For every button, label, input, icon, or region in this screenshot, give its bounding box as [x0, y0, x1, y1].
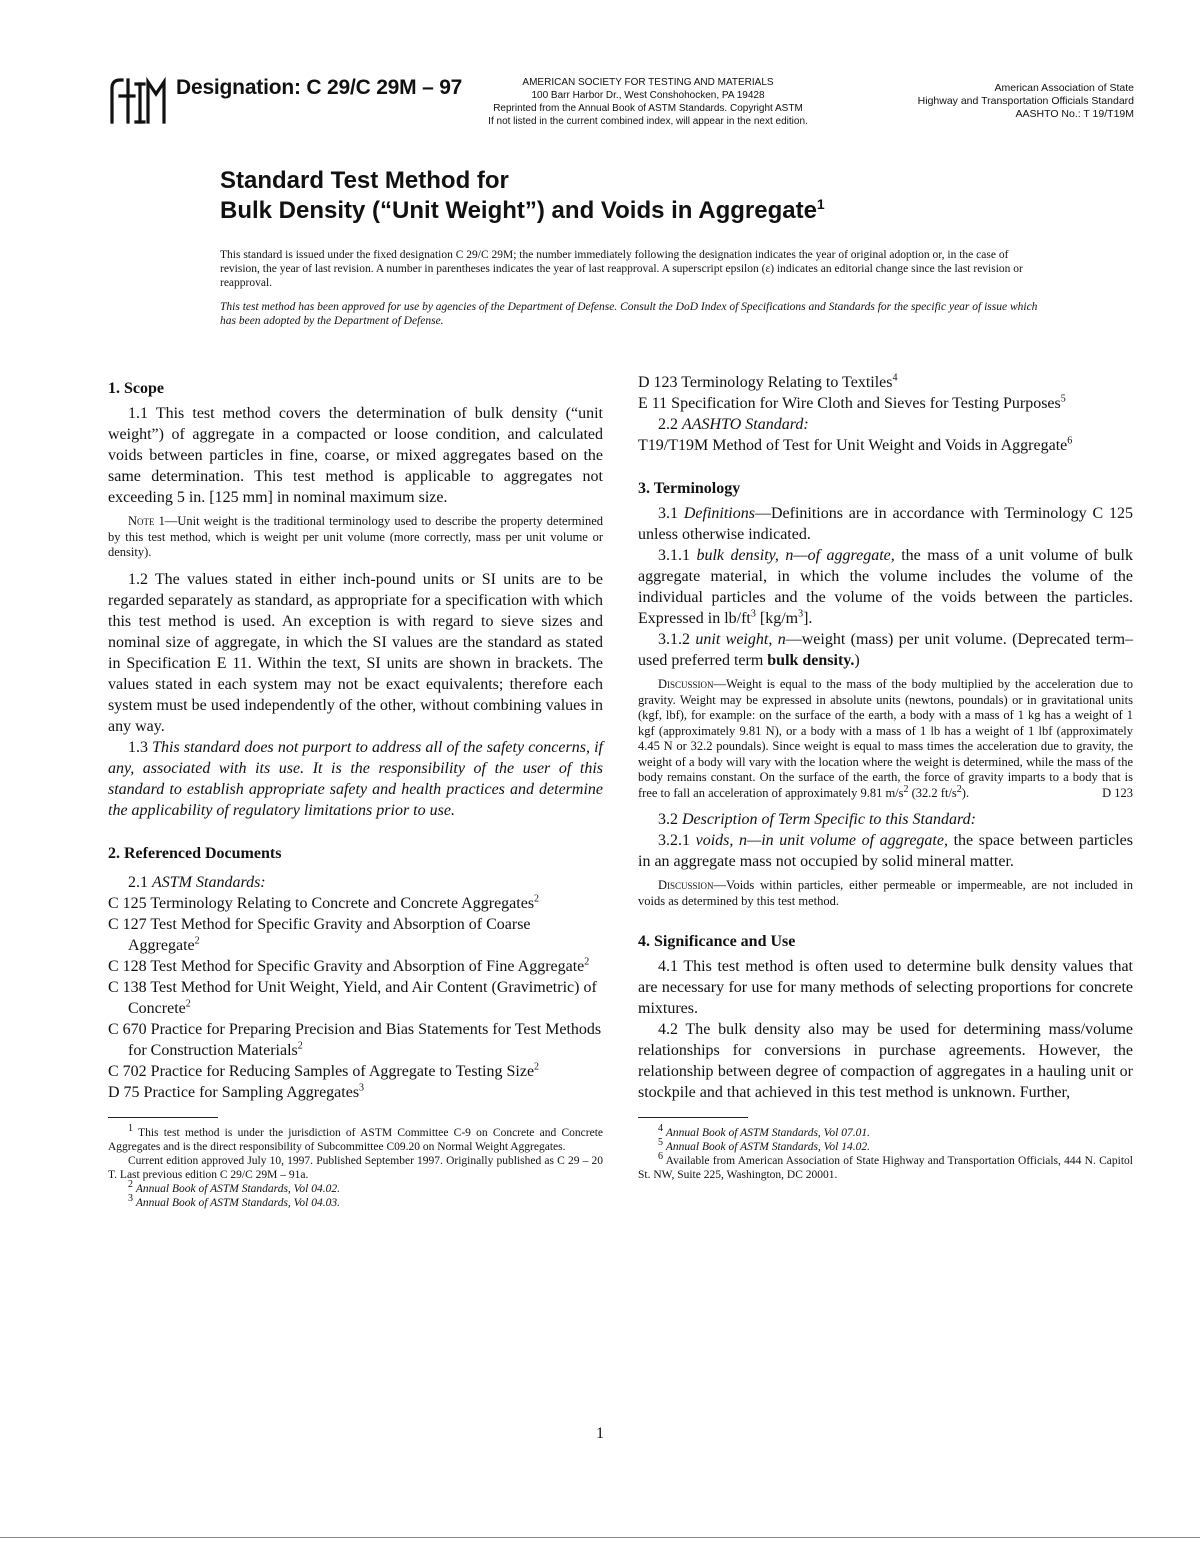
astm-logo-icon: [108, 76, 168, 126]
section-2-heading: 2. Referenced Documents: [108, 844, 282, 862]
section-3-heading: 3. Terminology: [638, 480, 741, 497]
issue-notice: This standard is issued under the fixed designation C 29/C 29M; the number immediately following the designation indicates the year of original adoption or, in the case of revision, the year of last revision. A number in parentheses indicates the year of last reapproval. A superscript epsilon (ε) indicates an editorial change since the last revision or reapproval.: [220, 249, 1023, 289]
para-4-1: 4.1 This test method is often used to determine bulk density values that are necessary for use for many methods of selecting proportions for concrete mixtures.: [638, 958, 1133, 1017]
ref-d123: D 123 Terminology Relating to Textiles$^4$: [638, 372, 898, 391]
ref-c670: C 670 Practice for Preparing Precision and Bias Statements for Test Methods for Construction Materials$^2$: [108, 1020, 602, 1059]
footnote-6: $^6$ Available from American Association of State Highway and Transportation Officials, 444 N. Capitol St. NW, Suite 225, Washington, DC 20001.: [638, 1151, 1133, 1181]
aashto-number: AASHTO No.: T 19/T19M: [1015, 108, 1134, 120]
section-1-heading: 1. Scope: [108, 380, 164, 397]
ref-c127: C 127 Test Method for Specific Gravity and Absorption of Coarse Aggregate$^2$: [108, 915, 531, 954]
title-footnote-mark: 1: [816, 196, 825, 212]
document-title: [220, 166, 1120, 226]
right-column: [638, 372, 1133, 1182]
footnote-3: $^3$ Annual Book of ASTM Standards, Vol 04.03.: [128, 1192, 340, 1209]
para-1-2: 1.2 The values stated in either inch-pound units or SI units are to be regarded separately as standard, as appropriate for a specification with which this test method is used. An exception is with regard to sieve sizes and nominal size of aggregate, in which the SI values are the standard as stated in Specification E 11. Within the text, SI units are shown in brackets. The values stated in each system may not be exact equivalents; therefore each system must be used independently of the other, without combining values in any way.: [108, 570, 603, 735]
title-line-2: Bulk Density (“Unit Weight”) and Voids in Aggregate$^1$: [220, 196, 825, 224]
para-4-2: 4.2 The bulk density also may be used for determining mass/volume relationships for conversions in purchase agreements. However, the relationship between degree of compaction of aggregates in a hauling unit or stockpile and that achieved in this test method is unknown. Further,: [638, 1021, 1133, 1101]
footnote-divider: [638, 1117, 748, 1118]
discussion-2: Discussion—Voids within particles, either permeable or impermeable, are not included in voids as determined by this test method.: [638, 878, 1133, 908]
footnote-divider: [108, 1117, 218, 1118]
footnote-1a: $^1$ This test method is under the jurisdiction of ASTM Committee C-9 on Concrete and Concrete Aggregates and is the direct responsibility of Subcommittee C09.20 on Normal Weight Aggregates.: [108, 1122, 603, 1153]
ref-c125: C 125 Terminology Relating to Concrete and Concrete Aggregates$^2$: [108, 893, 540, 912]
para-3-2: 3.2 Description of Term Specific to this Standard:: [658, 811, 976, 828]
sub-2-2: 2.2 AASHTO Standard:: [658, 416, 809, 433]
ref-e11: E 11 Specification for Wire Cloth and Sieves for Testing Purposes$^5$: [638, 393, 1066, 412]
footnote-5: $^5$ Annual Book of ASTM Standards, Vol 14.02.: [658, 1137, 870, 1153]
ref-t19: T19/T19M Method of Test for Unit Weight and Voids in Aggregate$^6$: [638, 435, 1073, 454]
index-notice: If not listed in the current combined index, will appear in the next edition.: [488, 116, 808, 127]
left-column: [108, 372, 603, 1210]
aashto-line-1: American Association of State: [994, 82, 1134, 94]
footnote-1b: Current edition approved July 10, 1997. Published September 1997. Originally published as C 29 – 20 T. Last previous edition C 29/C 29M – 91a.: [108, 1154, 603, 1181]
ref-c138: C 138 Test Method for Unit Weight, Yield, and Air Content (Gravimetric) of Concrete$^2$: [108, 978, 597, 1017]
society-address: 100 Barr Harbor Dr., West Conshohocken, PA 19428: [531, 90, 765, 101]
bottom-rule: [0, 1537, 1200, 1538]
para-3-1: 3.1 Definitions—Definitions are in accordance with Terminology C 125 unless otherwise indicated.: [638, 505, 1134, 543]
aashto-info: [852, 82, 1134, 121]
footnote-4: $^4$ Annual Book of ASTM Standards, Vol 07.01.: [658, 1123, 870, 1139]
reprint-notice: Reprinted from the Annual Book of ASTM Standards. Copyright ASTM: [493, 103, 803, 114]
page-number: 1: [596, 1425, 604, 1442]
para-3-1-1: 3.1.1 bulk density, n—of aggregate, the mass of a unit volume of bulk aggregate material, in which the volume includes the volume of the individual particles and the volume of the voids between the particles. Expressed in $lb/ft^3$ $[kg/m^3]$.: [638, 547, 1133, 627]
sub-2-1: 2.1 ASTM Standards:: [128, 873, 266, 891]
discussion-ref: D 123: [1102, 785, 1133, 800]
designation: Designation: C 29/C 29M – 97: [176, 76, 463, 99]
ref-d75: D 75 Practice for Sampling Aggregates$^3$: [108, 1082, 365, 1101]
section-4-heading: 4. Significance and Use: [638, 933, 796, 950]
ref-c702: C 702 Practice for Reducing Samples of Aggregate to Testing Size$^2$: [108, 1061, 540, 1080]
note-1: Note 1—Unit weight is the traditional terminology used to describe the property determined by this test method, which is weight per unit volume (more correctly, mass per unit volume or density).: [108, 514, 603, 559]
aashto-line-2: Highway and Transportation Officials Standard: [917, 95, 1134, 107]
para-1-1: 1.1 This test method covers the determination of bulk density (“unit weight”) of aggregate in a compacted or loose condition, and calculated voids between particles in fine, coarse, or mixed aggregates based on the same determination. This test method is applicable to aggregates not exceeding 5 in. [125 mm] in nominal maximum size.: [108, 405, 603, 506]
discussion-1: Discussion—Weight is equal to the mass of the body multiplied by the acceleration due to gravity. Weight may be expressed in absolute units (newtons, poundals) or in gravitational units (kgf, lbf), for example: on the surface of the earth, a body with a mass of 1 kg has a weight of 1 kgf (approximately 9.81 N), or a body with a mass of 1 lb has a weight of 1 lbf (approximately 4.45 N or 32.2 poundals). Since weight is equal to mass times the acceleration due to gravity, the weight of a body will vary with the location where the weight is determined, while the mass of the body remains constant. On the surface of the earth, the force of gravity imparts to a body that is free to fall an acceleration of approximately 9.81 $m/s^2$ (32.2 $ft/s^2$). D 123: [638, 677, 1133, 800]
title-line-1: Standard Test Method for: [220, 167, 509, 194]
ref-c128: C 128 Test Method for Specific Gravity and Absorption of Fine Aggregate$^2$: [108, 956, 590, 975]
para-3-2-1: 3.2.1 voids, n—in unit volume of aggregate, the space between particles in an aggregate mass not occupied by solid mineral matter.: [638, 832, 1134, 870]
para-3-1-2: 3.1.2 unit weight, n—weight (mass) per unit volume. (Deprecated term–used preferred term bulk density.): [638, 631, 1134, 669]
footnote-2: $^2$ Annual Book of ASTM Standards, Vol 04.02.: [128, 1178, 340, 1195]
society-info: [448, 76, 848, 128]
society-name: AMERICAN SOCIETY FOR TESTING AND MATERIALS: [522, 77, 774, 88]
dod-notice: This test method has been approved for use by agencies of the Department of Defense. Consult the DoD Index of Specifications and Standards for the specific year of issue which has been adopted by the Department of Defense.: [220, 301, 1038, 327]
para-1-3: 1.3 This standard does not purport to address all of the safety concerns, if any, associated with its use. It is the responsibility of the user of this standard to establish appropriate safety and health practices and determine the applicability of regulatory limitations prior to use.: [108, 738, 604, 819]
standard-notice: [220, 248, 1050, 338]
